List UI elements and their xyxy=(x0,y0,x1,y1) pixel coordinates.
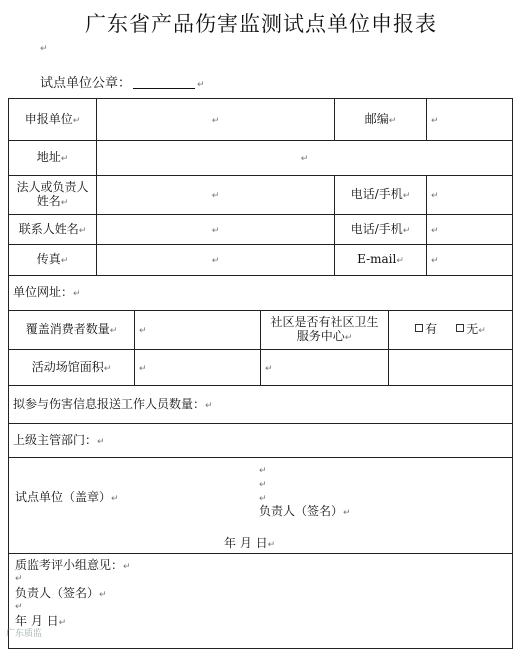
pilot-responsible-sign: 负责人（签名）↵ xyxy=(259,504,351,518)
row-website xyxy=(9,276,513,311)
postcode-value[interactable]: ↵ xyxy=(427,99,513,141)
pilot-seal-block[interactable]: ↵ ↵ 试点单位（盖章）↵ ↵ 负责人（签名）↵ 年 月 日↵ xyxy=(9,458,513,554)
watermark: 广东质监 xyxy=(6,629,43,639)
legal-rep-value[interactable]: ↵ xyxy=(97,176,335,215)
application-form xyxy=(8,98,513,649)
coverage-value[interactable]: ↵ xyxy=(135,311,261,350)
yes-checkbox[interactable] xyxy=(415,324,423,332)
email-label: E-mail↵ xyxy=(335,245,427,276)
row-staff-count xyxy=(9,386,513,424)
phone-label-2: 电话/手机↵ xyxy=(335,215,427,245)
form-title: 广东省产品伤害监测试点单位申报表 xyxy=(85,12,437,36)
paragraph-mark: ↵ xyxy=(40,44,48,54)
community-label: 社区是否有社区卫生服务中心↵ xyxy=(261,311,389,350)
venue-value[interactable]: ↵ xyxy=(135,350,261,386)
pilot-seal-label: 试点单位（盖章）↵ xyxy=(15,490,119,504)
quality-date: 年 月 日↵ xyxy=(15,614,67,628)
phone-label-1: 电话/手机↵ xyxy=(335,176,427,215)
pilot-date: 年 月 日↵ xyxy=(224,536,276,550)
stamp-line: 试点单位公章： ↵ xyxy=(40,76,205,91)
postcode-label: 邮编↵ xyxy=(335,99,427,141)
quality-opinion-label: 质监考评小组意见：↵ xyxy=(15,558,131,572)
staff-count-field[interactable]: 拟参与伤害信息报送工作人员数量：↵ xyxy=(9,386,513,424)
row-applicant xyxy=(9,99,513,141)
row-quality-opinion xyxy=(9,554,513,649)
no-checkbox[interactable] xyxy=(456,324,464,332)
legal-rep-label: 法人或负责人姓名↵ xyxy=(9,176,97,215)
address-label: 地址↵ xyxy=(9,141,97,176)
website-field[interactable]: 单位网址：↵ xyxy=(9,276,513,311)
applicant-label: 申报单位↵ xyxy=(9,99,97,141)
row-venue xyxy=(9,350,513,386)
venue-extra-2[interactable] xyxy=(389,350,513,386)
phone-value-1[interactable]: ↵ xyxy=(427,176,513,215)
contact-label: 联系人姓名↵ xyxy=(9,215,97,245)
quality-opinion-block[interactable]: 质监考评小组意见：↵ ↵ 负责人（签名）↵ ↵ 年 月 日↵ xyxy=(9,554,513,649)
address-value[interactable]: ↵ xyxy=(97,141,513,176)
supervisor-field[interactable]: 上级主管部门：↵ xyxy=(9,424,513,458)
fax-value[interactable]: ↵ xyxy=(97,245,335,276)
contact-value[interactable]: ↵ xyxy=(97,215,335,245)
row-pilot-seal xyxy=(9,458,513,554)
row-contact xyxy=(9,215,513,245)
phone-value-2[interactable]: ↵ xyxy=(427,215,513,245)
coverage-label: 覆盖消费者数量↵ xyxy=(9,311,135,350)
venue-label: 活动场馆面积↵ xyxy=(9,350,135,386)
applicant-value[interactable]: ↵ xyxy=(97,99,335,141)
venue-extra-1[interactable]: ↵ xyxy=(261,350,389,386)
community-options: 有 无↵ xyxy=(389,311,513,350)
row-address xyxy=(9,141,513,176)
row-fax xyxy=(9,245,513,276)
fax-label: 传真↵ xyxy=(9,245,97,276)
no-label: 无 xyxy=(466,322,479,336)
stamp-label: 试点单位公章： xyxy=(40,76,132,91)
yes-label: 有 xyxy=(425,322,438,336)
stamp-blank[interactable] xyxy=(133,76,195,89)
row-legal-rep xyxy=(9,176,513,215)
email-value[interactable]: ↵ xyxy=(427,245,513,276)
row-supervisor xyxy=(9,424,513,458)
quality-responsible-sign: 负责人（签名）↵ xyxy=(15,586,107,600)
row-coverage xyxy=(9,311,513,350)
